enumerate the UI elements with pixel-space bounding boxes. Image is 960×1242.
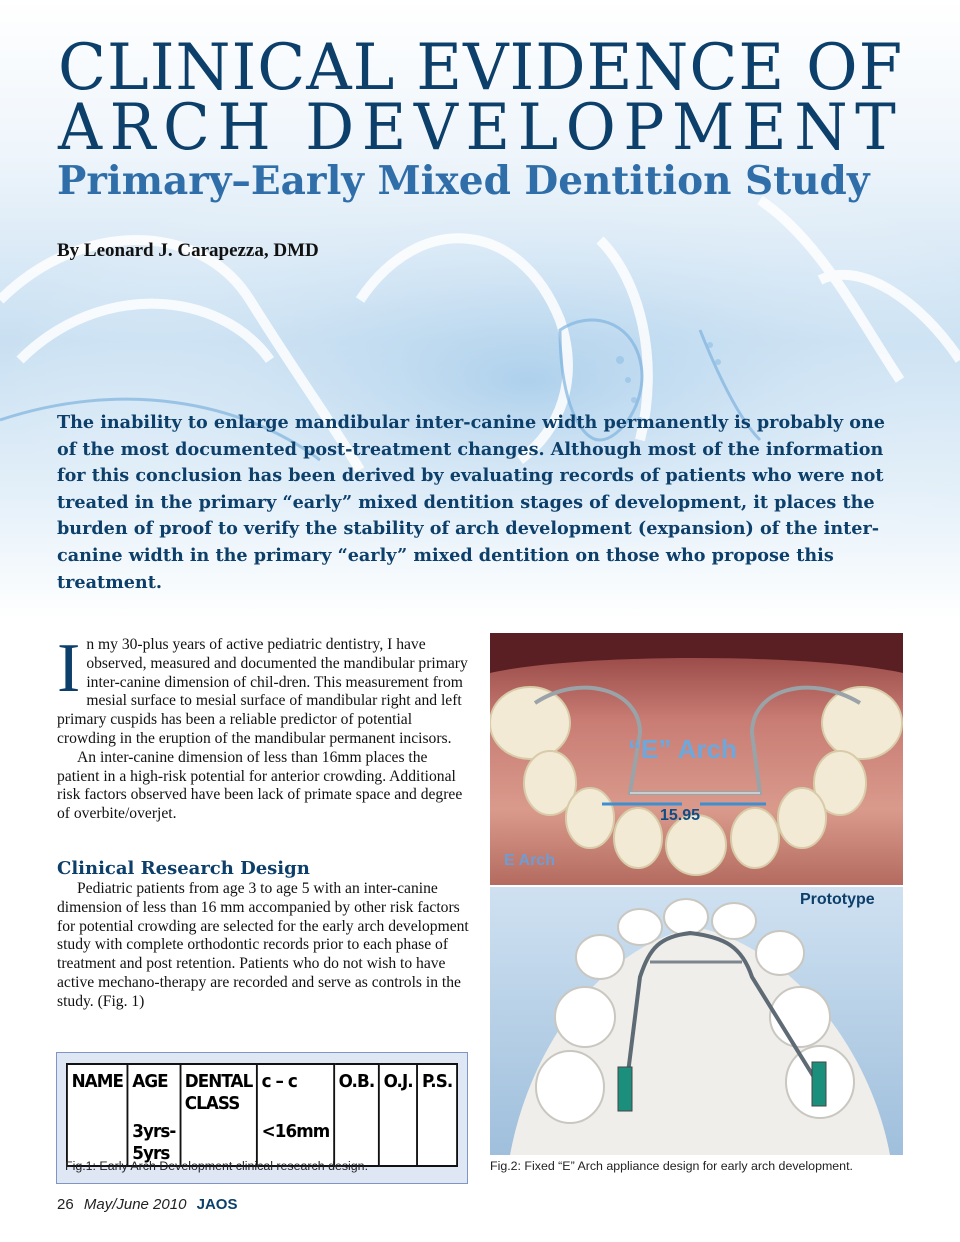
page-footer	[57, 1196, 237, 1213]
body-paragraph-3: Pediatric patients from age 3 to age 5 with an inter-canine dimension of less than 16 mm accompanied by other risk factors for potential crowding are selected for the early arch development study with complete orthodontic records prior to each phase of treatment and post retention. Patients who do not wish to have active mechano-therapy are recorded and serve as controls in the study. (Fig. 1)	[57, 880, 469, 1010]
photo-label-prototype: Prototype	[800, 891, 875, 908]
article-title-line-1: CLINICAL EVIDENCE OF	[58, 31, 904, 105]
figure-2	[490, 633, 903, 1155]
issue-date: May/June 2010	[83, 1196, 187, 1213]
article-subtitle: Primary–Early Mixed Dentition Study	[57, 158, 870, 204]
drop-cap: I	[57, 630, 81, 707]
author-byline: By Leonard J. Carapezza, DMD	[57, 240, 319, 261]
figure-2-caption: Fig.2: Fixed “E” Arch appliance design for early arch development.	[490, 1159, 853, 1173]
figure-1-caption: Fig.1: Early Arch Development clinical research design.	[65, 1159, 369, 1173]
article-title-line-2: ARCH DEVELOPMENT	[58, 91, 904, 165]
article-abstract: The inability to enlarge mandibular inter-canine width permanently is probably one of the most documented post-treatment changes. Although most of the information for this conclusion has been derived by evaluating records of patients who were not treated in the primary “early” mixed dentition stages of development, it places the burden of proof to verify the stability of arch development (expansion) of the inter-canine width in the primary “early” mixed dentition on those who propose this treatment.	[57, 412, 885, 593]
research-column	[57, 880, 469, 1012]
body-paragraph-1: n my 30-plus years of active pediatric dentistry, I have observed, measured and documented the mandibular primary inter-canine dimension of chil-dren. This measurement from mesial surface to mesial surface of mandibular right and left primary cuspids has been a reliable predictor of potential crowding in the eruption of the mandibular permanent incisors.	[57, 636, 468, 747]
body-paragraph-2: An inter-canine dimension of less than 16mm places the patient in a high-risk potential for anterior crowding. Additional risk factors observed have been lack of primate space and degree of overbite/overjet.	[57, 748, 463, 823]
table-header-cell: c – c	[257, 1064, 334, 1115]
journal-name: JAOS	[196, 1196, 238, 1213]
figure-1	[56, 1052, 468, 1184]
table-header-cell: P.S.	[417, 1064, 457, 1115]
table-header-cell: NAME	[67, 1064, 128, 1115]
table-header-cell: O.J.	[379, 1064, 417, 1115]
table-cell: <16mm	[257, 1115, 334, 1166]
table-cell	[379, 1115, 417, 1166]
photo-label-e-arch-corner: E Arch	[504, 852, 555, 869]
table-header-cell: O.B.	[334, 1064, 379, 1115]
photo-label-e-arch: “E” Arch	[628, 734, 737, 764]
table-header-cell: AGE	[128, 1064, 180, 1115]
table-cell	[417, 1115, 457, 1166]
research-design-table	[66, 1063, 458, 1167]
photo-label-measurement: 15.95	[660, 807, 701, 824]
table-header-cell: DENTAL CLASS	[180, 1064, 257, 1115]
intro-column	[57, 630, 469, 824]
table-header-row	[67, 1064, 457, 1115]
page-number: 26	[57, 1196, 74, 1213]
prototype-model-photo	[490, 887, 903, 1155]
table-cell: 3yrs- 5yrs	[128, 1115, 180, 1166]
section-heading: Clinical Research Design	[57, 858, 310, 879]
